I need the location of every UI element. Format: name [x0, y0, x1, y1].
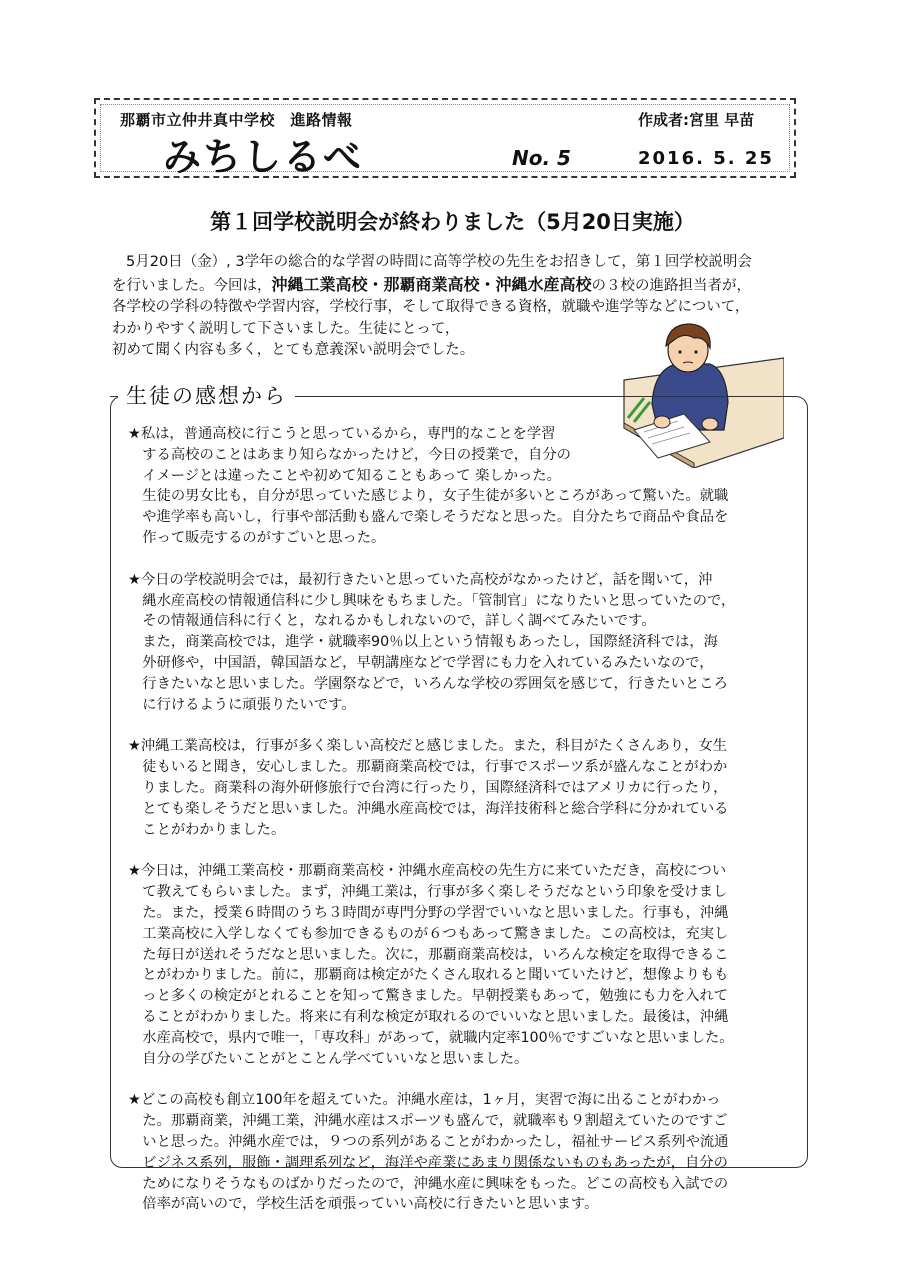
- comment-line: ためになりそうなものばかりだったので，沖縄水産に興味をもった。どこの高校も入試での: [128, 1175, 729, 1192]
- comment-line: に行けるように頑張りたいです。: [128, 696, 356, 713]
- school-name: 那覇市立仲井真中学校 進路情報: [120, 111, 353, 129]
- headline: 第１回学校説明会が終わりました（5月20日実施）: [210, 210, 695, 234]
- comment-line: ビジネス系列，服飾・調理系列など，海洋や産業にあまり関係ないものもあったが，自分の: [128, 1154, 728, 1171]
- comment-line: ★沖縄工業高校は，行事が多く楽しい高校だと感じました。また，科目がたくさんあり，女生: [128, 738, 727, 755]
- comment-line: する高校のことはあまり知らなかったけど，今日の授業で，自分の: [128, 446, 571, 463]
- comment-line: りました。商業科の海外研修旅行で台湾に行ったり，国際経済科ではアメリカに行ったり，: [128, 779, 728, 796]
- comments-list: [128, 424, 803, 1236]
- intro-line: 各学校の学科の特徴や学習内容，学校行事，そして取得できる資格，就職や進学等などについて，: [112, 299, 750, 315]
- comment-line: 生徒の男女比も，自分が思っていた感じより，女子生徒が多いところがあって驚いた。就職: [128, 488, 729, 505]
- issue-date: 2016. 5. 25: [638, 148, 774, 169]
- comment-line: 行きたいなと思いました。学園祭などで，いろんな学校の雰囲気を感じて，行きたいところ: [128, 675, 728, 692]
- comment-line: 縄水産高校の情報通信科に少し興味をもちました。「管制官」になりたいと思っていたので，: [128, 592, 736, 609]
- comment-line: 外研修や，中国語，韓国語など，早朝講座などで学習にも力を入れているみたいなので，: [128, 654, 714, 671]
- comment-line: いと思った。沖縄水産では，９つの系列があることがわかったし，福祉サービス系列や流通: [128, 1133, 729, 1150]
- comment-line: ることがわかりました。将来に有利な検定が取れるのでいいなと思いました。最後は，沖縄: [128, 1008, 729, 1025]
- comment-line: ★どこの高校も創立100年を超えていた。沖縄水産は，1ヶ月，実習で海に出ることがわかっ: [128, 1092, 721, 1109]
- issue-number: No. 5: [512, 146, 571, 170]
- comment-item: [128, 1090, 803, 1215]
- comment-line: や進学率も高いし，行事や部活動も盛んで楽しそうだなと思った。自分たちで商品や食品を: [128, 509, 729, 526]
- comment-line: とても楽しそうだと思いました。沖縄水産高校では，海洋技術科と総合学科に分かれている: [128, 800, 729, 817]
- comment-line: イメージとは違ったことや初めて知ることもあって 楽しかった。: [128, 467, 561, 484]
- comment-line: 倍率が高いので，学校生活を頑張っていい高校に行きたいと思います。: [128, 1196, 599, 1213]
- comment-line: 作って販売するのがすごいと思った。: [128, 529, 386, 546]
- comment-item: [128, 570, 803, 716]
- intro-line: を行いました。今回は，沖縄工業高校・那覇商業高校・沖縄水産高校の３校の進路担当者が，: [112, 274, 752, 294]
- intro-line: 5月20日（金）, 3学年の総合的な学習の時間に高等学校の先生をお招きして，第１回学校説明会: [126, 254, 752, 270]
- section-label: 生徒の感想から: [118, 380, 295, 410]
- comment-line: 自分の学びたいことがとことん学べていいなと思いました。: [128, 1050, 529, 1067]
- comment-line: た。那覇商業，沖縄工業，沖縄水産はスポーツも盛んで，就職率も９割超えていたのですご: [128, 1113, 728, 1130]
- comment-line: とがわかりました。前に，那覇商は検定がたくさん取れると聞いていたけど，想像よりもも: [128, 967, 729, 984]
- comment-line: その情報通信科に行くと，なれるかもしれないので，詳しく調べてみたいです。: [128, 613, 656, 630]
- comment-line: また，商業高校では，進学・就職率90％以上という情報もあったし，国際経済科では，海: [128, 634, 718, 651]
- comment-line: 徒もいると聞き，安心しました。那覇商業高校では，行事でスポーツ系が盛んなことがわか: [128, 759, 728, 776]
- newsletter-title: みちしるべ: [163, 135, 364, 179]
- comment-item: [128, 861, 803, 1069]
- comment-line: ことがわかりました。: [128, 821, 286, 838]
- comment-line: ★私は，普通高校に行こうと思っているから，専門的なことを学習: [128, 426, 556, 442]
- comment-item: [128, 424, 803, 549]
- comment-line: 水産高校で，県内で唯一，「専攻科」があって，就職内定率100％ですごいなと思いました。: [128, 1029, 734, 1046]
- schools-emphasis: 沖縄工業高校・那覇商業高校・沖縄水産高校: [271, 274, 592, 294]
- intro-line: わかりやすく説明して下さいました。生徒にとって，: [112, 320, 460, 337]
- comment-line: た。また，授業６時間のうち３時間が専門分野の学習でいいなと思いました。行事も，沖縄: [128, 904, 729, 921]
- comment-line: て教えてもらいました。まず，沖縄工業は，行事が多く楽しそうだなという印象を受けまし: [128, 884, 728, 901]
- comment-line: っと多くの検定がとれることを知って驚きました。早朝授業もあって，勉強にも力を入れて: [128, 988, 729, 1005]
- comment-item: [128, 736, 803, 840]
- comment-line: 工業高校に入学しなくても参加できるものが６つもあって驚きました。この高校は，充実し: [128, 925, 729, 942]
- intro-line: 初めて聞く内容も多く，とても意義深い説明会でした。: [112, 342, 475, 358]
- author: 作成者:宮里 早苗: [638, 111, 755, 129]
- comment-line: ★今日は，沖縄工業高校・那覇商業高校・沖縄水産高校の先生方に来ていただき，高校につい: [128, 863, 727, 880]
- comment-line: ★今日の学校説明会では，最初行きたいと思っていた高校がなかったけど，話を聞いて，沖: [128, 571, 713, 588]
- comment-line: た毎日が送れそうだなと思いました。次に，那覇商業高校は，いろんな検定を取得できるこ: [128, 946, 729, 963]
